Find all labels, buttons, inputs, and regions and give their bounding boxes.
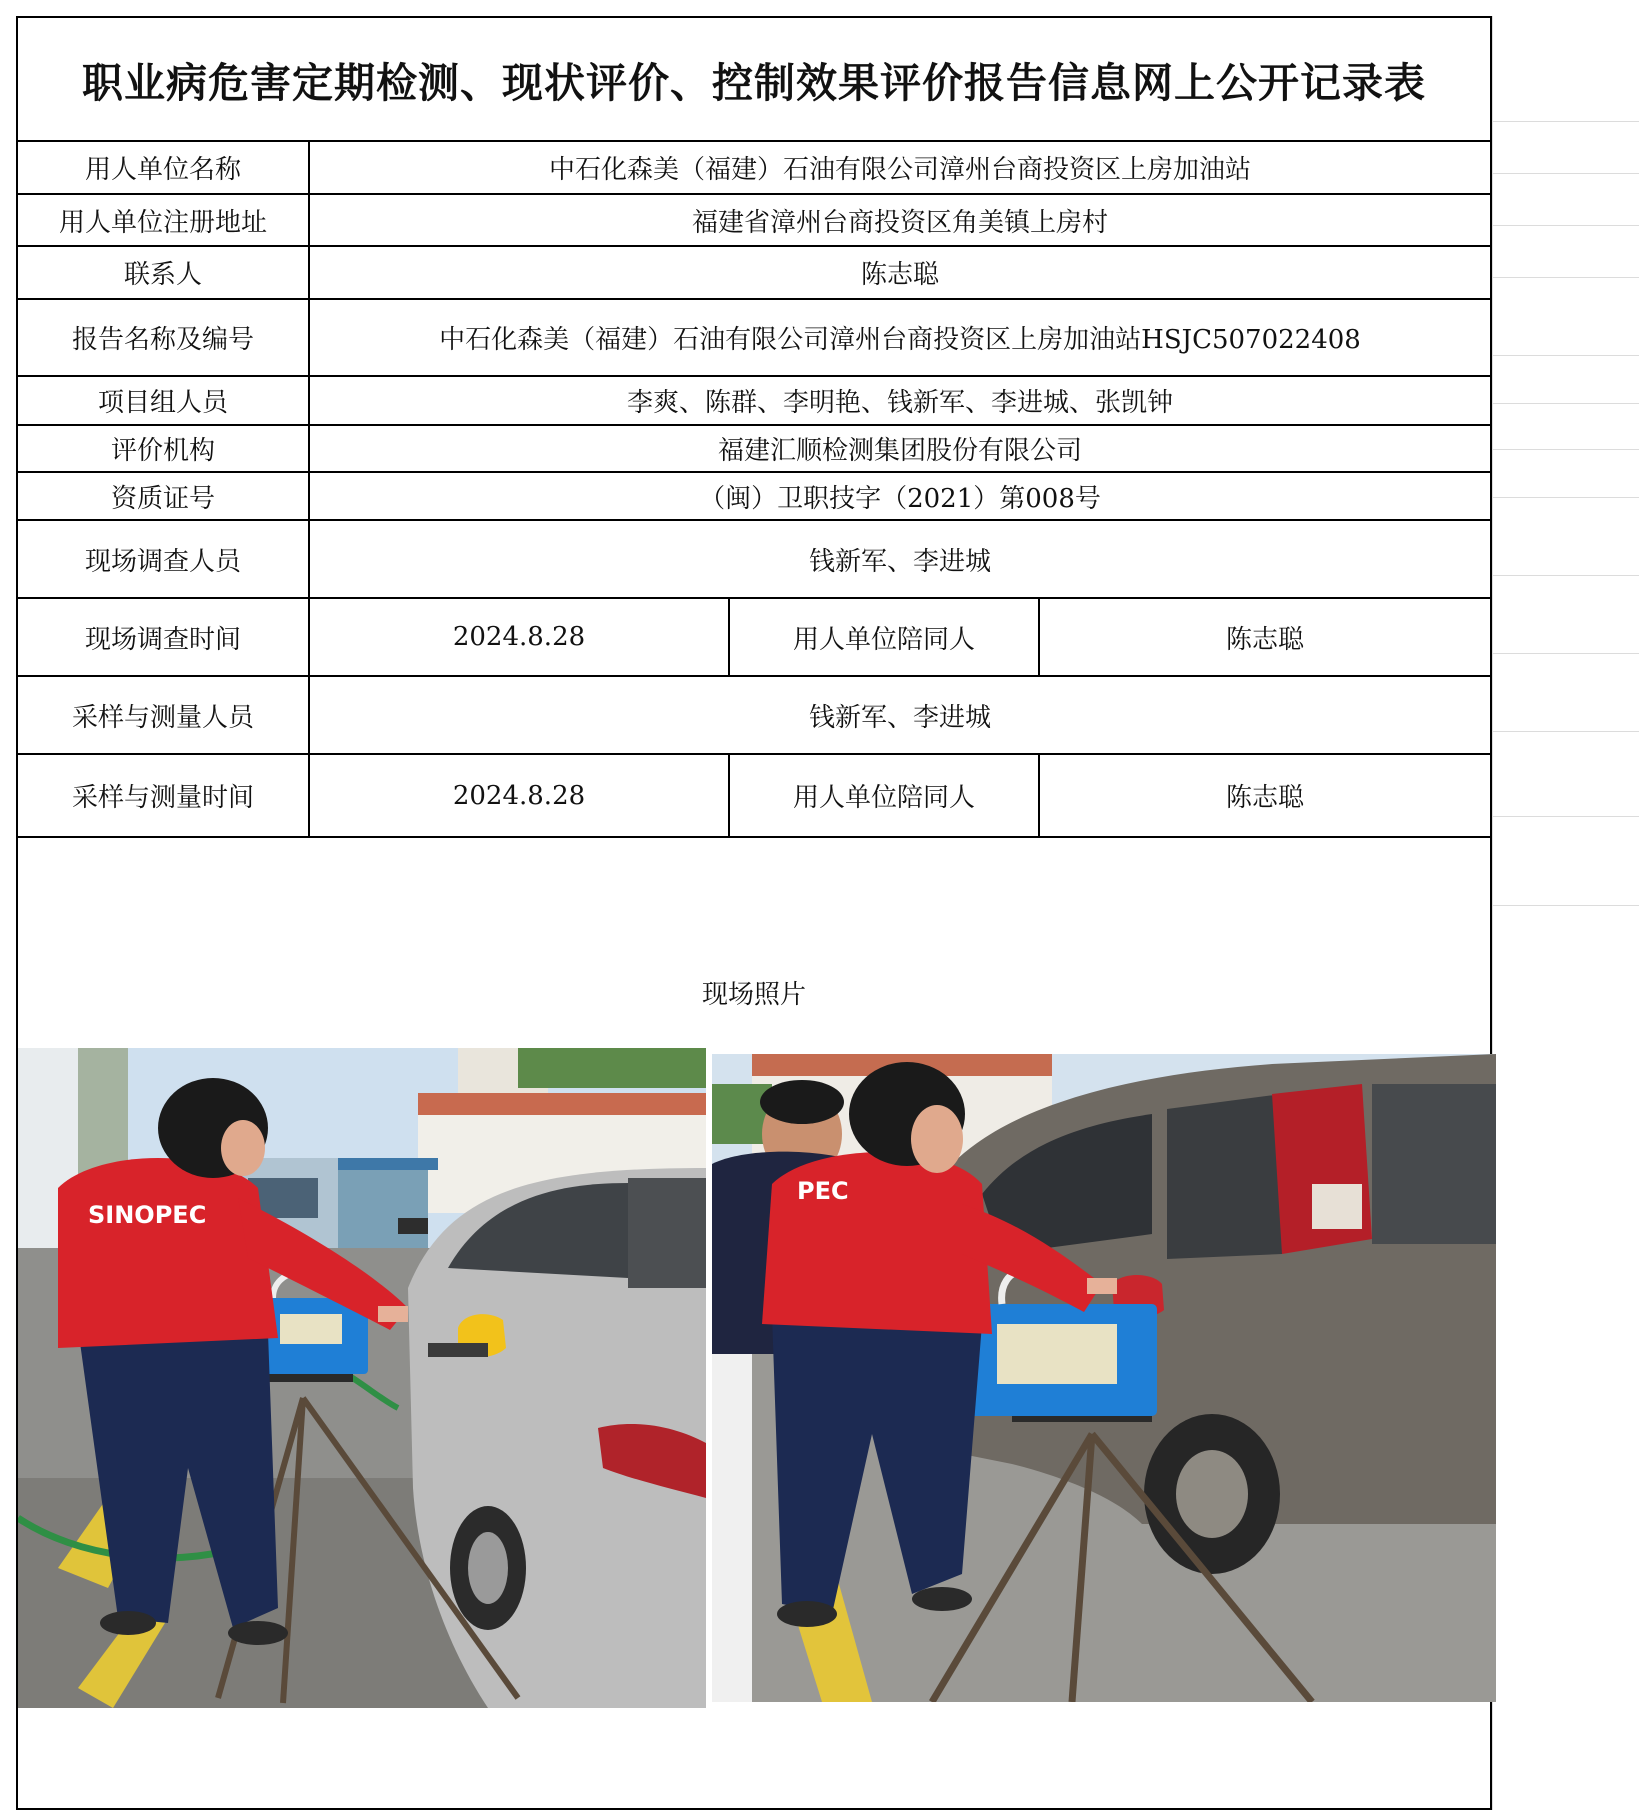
contact-label: 联系人 xyxy=(18,247,310,298)
row-employer-address xyxy=(18,195,1490,247)
sampling-time-value: 2024.8.28 xyxy=(310,755,730,836)
agency-value: 福建汇顺检测集团股份有限公司 xyxy=(717,436,1082,466)
sampling-staff-value: 钱新军、李进城 xyxy=(808,702,991,733)
cert-label: 资质证号 xyxy=(18,473,310,519)
employer-name-value: 中石化森美（福建）石油有限公司漳州台商投资区上房加油站 xyxy=(548,155,1251,185)
agency-label: 评价机构 xyxy=(18,426,310,471)
spreadsheet-gridlines xyxy=(1492,16,1639,1810)
team-label: 项目组人员 xyxy=(18,377,310,424)
report-value: 中石化森美（福建）石油有限公司漳州台商投资区上房加油站HSJC507022408 xyxy=(439,325,1361,355)
employer-name-label: 用人单位名称 xyxy=(18,142,310,193)
employer-address-value: 福建省漳州台商投资区角美镇上房村 xyxy=(691,207,1108,238)
sampling-companion-value: 陈志聪 xyxy=(1225,783,1304,813)
row-team xyxy=(18,377,1490,426)
sampling-staff-label: 采样与测量人员 xyxy=(18,677,310,753)
team-value: 李爽、陈群、李明艳、钱新军、李进城、张凯钟 xyxy=(626,388,1173,418)
site-photo-1 xyxy=(18,1048,706,1708)
survey-staff-label: 现场调查人员 xyxy=(18,521,310,597)
page-title: 职业病危害定期检测、现状评价、控制效果评价报告信息网上公开记录表 xyxy=(18,18,1490,142)
row-contact xyxy=(18,247,1490,300)
report-label: 报告名称及编号 xyxy=(18,300,310,375)
survey-companion-value: 陈志聪 xyxy=(1225,624,1304,655)
row-report xyxy=(18,300,1490,377)
sampling-companion-label: 用人单位陪同人 xyxy=(730,755,1040,836)
survey-time-value: 2024.8.28 xyxy=(310,599,730,675)
photo-section-title: 现场照片 xyxy=(701,979,806,1010)
contact-value: 陈志聪 xyxy=(860,260,939,290)
sampling-time-label: 采样与测量时间 xyxy=(18,755,310,836)
survey-staff-value: 钱新军、李进城 xyxy=(808,546,991,577)
row-survey-time xyxy=(18,599,1490,677)
sinopec-logo-partial: PEC xyxy=(797,1177,849,1205)
row-employer-name xyxy=(18,142,1490,195)
row-cert xyxy=(18,473,1490,521)
site-photo-2 xyxy=(712,1054,1496,1702)
row-sampling-time xyxy=(18,755,1490,838)
record-table xyxy=(16,16,1492,1810)
cert-value: （闽）卫职技字（2021）第008号 xyxy=(699,483,1101,514)
employer-address-label: 用人单位注册地址 xyxy=(18,195,310,245)
row-survey-staff xyxy=(18,521,1490,599)
row-agency xyxy=(18,426,1490,473)
survey-time-label: 现场调查时间 xyxy=(18,599,310,675)
survey-companion-label: 用人单位陪同人 xyxy=(730,599,1040,675)
sinopec-logo: SINOPEC xyxy=(88,1201,207,1229)
row-sampling-staff xyxy=(18,677,1490,755)
